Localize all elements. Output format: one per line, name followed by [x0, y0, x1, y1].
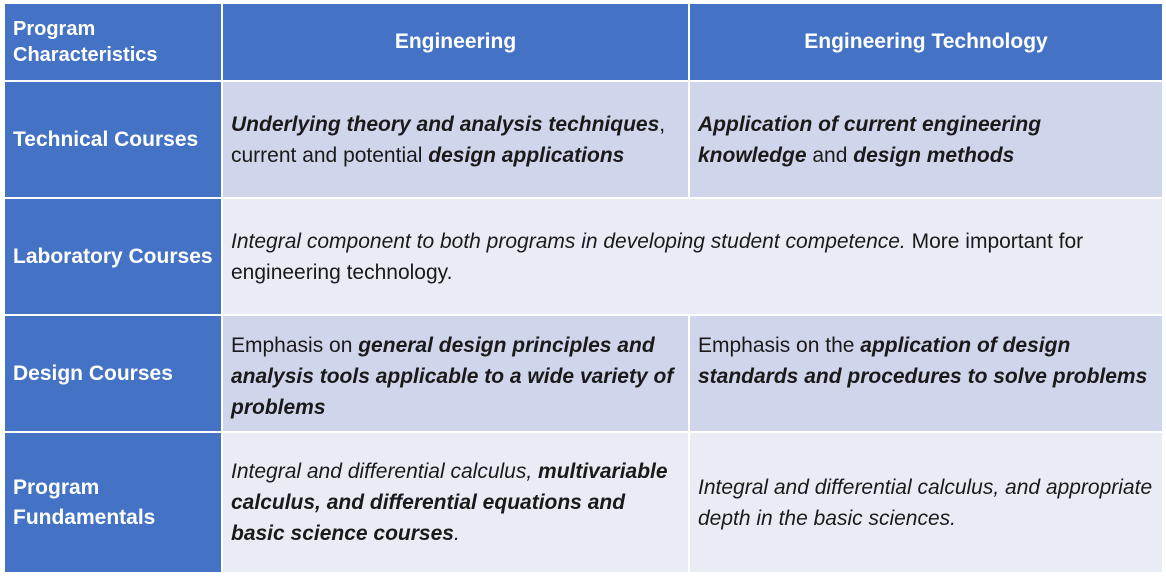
cell-technology-technical — [690, 82, 1162, 199]
text-segment: Emphasis on — [231, 334, 359, 357]
row-design-courses — [5, 316, 1162, 433]
header-engineering: Engineering — [223, 4, 690, 82]
header-engineering-technology: Engineering Technology — [690, 4, 1162, 82]
text-segment: Emphasis on the — [698, 334, 861, 357]
row-label-laboratory-courses: Laboratory Courses — [5, 199, 223, 316]
text-segment: and — [806, 143, 854, 167]
table-header-row — [5, 4, 1162, 82]
text-segment: design applications — [428, 143, 625, 167]
text-segment: . — [453, 522, 460, 545]
comparison-table — [5, 4, 1162, 572]
text-segment: Integral and differential calculus, — [231, 460, 539, 483]
row-label-design-courses: Design Courses — [5, 316, 223, 433]
row-technical-courses — [5, 82, 1162, 199]
text-segment: Underlying theory and analysis techniques — [231, 112, 660, 136]
text-segment: Integral and differential calculus, and appropriate depth in the basic sciences. — [698, 475, 1153, 530]
cell-technology-fundamentals — [690, 433, 1162, 572]
cell-engineering-design — [223, 316, 690, 433]
cell-technology-design — [690, 316, 1162, 433]
cell-engineering-technical — [223, 82, 690, 199]
text-segment: Integral component to both programs in developing student competence. — [231, 229, 906, 253]
row-laboratory-courses — [5, 199, 1162, 316]
text-segment: application of design standards and procedures to solve problems — [698, 334, 1148, 388]
text-segment: More important for engineering technology. — [231, 229, 1084, 284]
cell-combined-laboratory — [223, 199, 1162, 316]
text-segment: design methods — [853, 143, 1015, 167]
text-segment: Application of current engineering knowledge — [698, 112, 1042, 167]
header-program-characteristics: Program Characteristics — [5, 4, 223, 82]
row-label-program-fundamentals: Program Fundamentals — [5, 433, 223, 572]
text-segment: multivariable calculus, and differential equations and basic science courses — [231, 460, 668, 545]
text-segment: , current and potential — [231, 112, 666, 167]
text-segment: general design principles and analysis tools applicable to a wide variety of problems — [231, 334, 674, 419]
cell-engineering-fundamentals — [223, 433, 690, 572]
row-label-technical-courses: Technical Courses — [5, 82, 223, 199]
row-program-fundamentals — [5, 433, 1162, 572]
